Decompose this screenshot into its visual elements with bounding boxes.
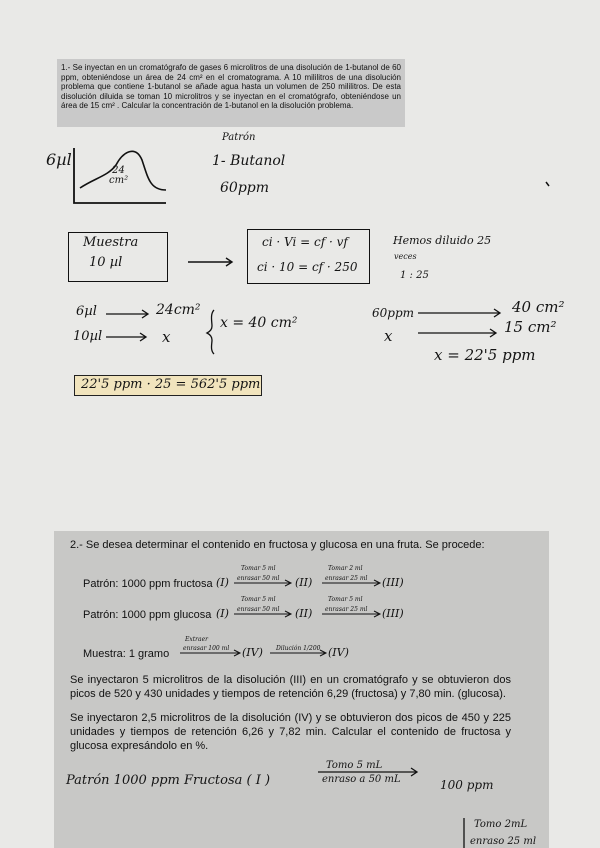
injection-volume-6ul: 6µl bbox=[46, 150, 72, 169]
row1-arrow2-top: Tomar 2 ml bbox=[328, 565, 363, 572]
final-answer-box bbox=[74, 375, 262, 396]
dilution-note-1: Hemos diluido 25 bbox=[393, 234, 492, 247]
rule3-left: 60ppm bbox=[372, 306, 415, 320]
dilution-equation-box bbox=[247, 229, 370, 284]
equation-general: ci · Vi = cf · vf bbox=[262, 235, 348, 249]
rule3-right: 40 cm² bbox=[512, 298, 565, 316]
problem-2-paragraph-1: Se inyectaron 5 microlitros de la disolución (III) en un cromatógrafo y se obtuvieron dos picos de 520 y 430 unidades y tiempos de retención 6,29 (fructosa) y 7,80 min. (glucosa). bbox=[70, 674, 511, 700]
rule1-left: 6µl bbox=[76, 304, 97, 319]
row2-arrow2-top: Tomar 5 ml bbox=[328, 596, 363, 603]
muestra-volume: 10 µl bbox=[89, 255, 123, 270]
row3-IV-b: (IV) bbox=[328, 646, 349, 659]
rule2-left: 10µl bbox=[73, 329, 103, 344]
hw-side-top: Tomo 2mL bbox=[474, 819, 528, 830]
row2-arrow1-bottom: enrasar 50 ml bbox=[237, 606, 280, 613]
patron-label: Patrón bbox=[222, 132, 256, 143]
problem-2-paragraph-2: Se inyectaron 2,5 microlitros de la disolución (IV) y se obtuvieron dos picos de 450 y 225 unidades y tiempos de retención 6,26 y 7,82 min. Calcular el contenido de fructosa y glucosa expresándolo en %. bbox=[70, 712, 511, 752]
row2-label: Patrón: 1000 ppm glucosa bbox=[83, 609, 212, 621]
row1-arrow2-bottom: enrasar 25 ml bbox=[325, 575, 368, 582]
result-area: x = 40 cm² bbox=[220, 315, 298, 331]
row3-IV-a: (IV) bbox=[242, 646, 263, 659]
problem-2-intro: 2.- Se desea determinar el contenido en fructosa y glucosa en una fruta. Se procede: bbox=[70, 539, 485, 551]
patron-compound: 1- Butanol bbox=[212, 153, 286, 169]
row1-III: (III) bbox=[382, 576, 404, 589]
rule4-right: 15 cm² bbox=[504, 318, 557, 336]
hw-result: 100 ppm bbox=[440, 778, 494, 792]
muestra-box bbox=[68, 232, 168, 282]
rule1-right: 24cm² bbox=[156, 302, 201, 318]
peak-area-label: 24 cm² bbox=[109, 165, 129, 186]
equation-values: ci · 10 = cf · 250 bbox=[257, 260, 358, 274]
row3-arrow2-top: Dilución 1/200 bbox=[276, 645, 321, 652]
hw-arrow-bottom: enraso a 50 mL bbox=[322, 774, 401, 785]
hw-patron-line: Patrón 1000 ppm Fructosa ( I ) bbox=[66, 773, 271, 788]
result-concentration-diluted: x = 22'5 ppm bbox=[434, 346, 536, 364]
row2-I: (I) bbox=[216, 607, 229, 620]
hw-side-bottom: enraso 25 ml bbox=[470, 836, 537, 847]
dilution-note-2: veces bbox=[394, 252, 417, 261]
row1-label: Patrón: 1000 ppm fructosa bbox=[83, 578, 213, 590]
row2-III: (III) bbox=[382, 607, 404, 620]
problem-1-statement: 1.- Se inyectan en un cromatógrafo de gases 6 microlitros de una disolución de 1-butanol de 60 ppm, obteniéndose un área de 24 cm² en el cromatograma. A 10 mililitros de una disolución problema que contiene 1-butanol se añade agua hasta un volumen de 250 mililitros. De esta disolución diluida se toman 10 microlitros y se inyectan en el cromatógrafo, obteniéndose un área de 15 cm² . Calcular la concentración de 1-butanol en la disolución problema. bbox=[57, 59, 405, 127]
row1-II: (II) bbox=[295, 576, 313, 589]
row3-arrow1-bottom: enrasar 100 ml bbox=[183, 645, 230, 652]
row1-I: (I) bbox=[216, 576, 229, 589]
row2-arrow2-bottom: enrasar 25 ml bbox=[325, 606, 368, 613]
muestra-label: Muestra bbox=[83, 235, 139, 250]
row3-arrow1-top: Extraer bbox=[185, 636, 209, 643]
row2-arrow1-top: Tomar 5 ml bbox=[241, 596, 276, 603]
patron-concentration: 60ppm bbox=[220, 180, 270, 196]
row3-label: Muestra: 1 gramo bbox=[83, 648, 170, 660]
row2-II: (II) bbox=[295, 607, 313, 620]
row1-arrow1-top: Tomar 5 ml bbox=[241, 565, 276, 572]
rule4-left: x bbox=[384, 327, 393, 345]
dilution-ratio: 1 : 25 bbox=[400, 270, 429, 281]
final-answer: 22'5 ppm · 25 = 562'5 ppm bbox=[81, 377, 261, 392]
hw-arrow-top: Tomo 5 mL bbox=[326, 760, 383, 771]
problem-2-panel bbox=[54, 531, 549, 848]
rule2-right: x bbox=[162, 328, 171, 346]
row1-arrow1-bottom: enrasar 50 ml bbox=[237, 575, 280, 582]
